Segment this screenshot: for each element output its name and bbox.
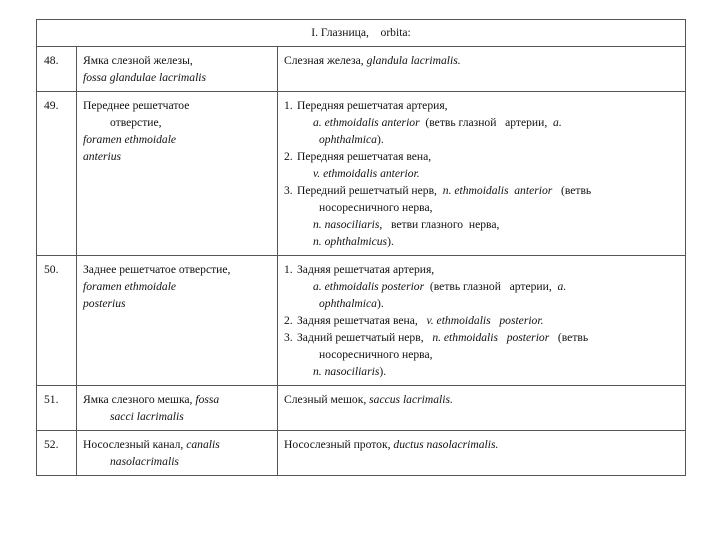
list-number: 2. bbox=[284, 314, 293, 327]
list-line bbox=[297, 278, 566, 295]
list-body bbox=[297, 97, 562, 148]
text-part: Передняя решетчатая артерия, bbox=[297, 99, 448, 112]
latin-term: a. ethmoidalis posterior bbox=[313, 280, 425, 293]
list-line bbox=[297, 131, 562, 148]
table-row bbox=[37, 256, 686, 386]
content-cell bbox=[278, 92, 686, 256]
structure-line: Ямка слезного мешка, fossa bbox=[83, 393, 220, 406]
structure-line: foramen ethmoidale bbox=[83, 280, 177, 293]
list-line bbox=[297, 346, 588, 363]
list-line bbox=[297, 114, 562, 131]
content-cell bbox=[278, 431, 686, 476]
structure-line: Ямка слезной железы, bbox=[83, 54, 193, 67]
structure-line: Носослезный канал, canalis bbox=[83, 438, 220, 451]
content-list bbox=[284, 97, 679, 250]
text-part: ). bbox=[376, 133, 384, 146]
content-russian: Слезный мешок, bbox=[284, 393, 367, 406]
content-line bbox=[284, 391, 679, 408]
content-line bbox=[284, 52, 679, 69]
text-part: ветви глазного нерва, bbox=[382, 218, 500, 231]
latin-term: ophthalmica bbox=[319, 133, 377, 146]
structure-cell bbox=[77, 256, 278, 386]
text-part: (ветвь глазной артерии, bbox=[419, 116, 554, 129]
list-body bbox=[297, 182, 591, 250]
row-number: 49. bbox=[37, 92, 77, 256]
content-cell bbox=[278, 386, 686, 431]
content-cell bbox=[278, 47, 686, 92]
list-body bbox=[297, 312, 543, 329]
text-part: ). bbox=[379, 365, 387, 378]
table-row bbox=[37, 92, 686, 256]
latin-term: v. ethmoidalis anterior. bbox=[313, 167, 420, 180]
list-line bbox=[297, 182, 591, 199]
table-row bbox=[37, 431, 686, 476]
list-body bbox=[297, 148, 431, 182]
text-part: носоресничного нерва, bbox=[319, 201, 433, 214]
structure-line: Переднее решетчатое bbox=[83, 99, 190, 112]
latin-term: a. bbox=[557, 280, 567, 293]
list-line bbox=[297, 233, 591, 250]
text-part: ). bbox=[387, 235, 394, 248]
list-line bbox=[297, 97, 562, 114]
orbita-table bbox=[36, 19, 686, 476]
list-line bbox=[297, 363, 588, 380]
content-latin: glandula lacrimalis. bbox=[366, 54, 461, 67]
text-part: (ветвь bbox=[552, 184, 592, 197]
latin-term: n. nasociliaris bbox=[313, 365, 380, 378]
structure-cell bbox=[77, 92, 278, 256]
latin-term: n. ophthalmicus bbox=[313, 235, 388, 248]
text-part: ). bbox=[376, 297, 384, 310]
structure-line: nasolacrimalis bbox=[110, 455, 179, 468]
content-line bbox=[284, 436, 679, 453]
table-title bbox=[37, 20, 686, 47]
text-part: Задний решетчатый нерв, bbox=[297, 331, 433, 344]
list-item bbox=[284, 261, 679, 312]
structure-line: fossa glandulae lacrimalis bbox=[83, 71, 207, 84]
list-line bbox=[297, 199, 591, 216]
text-part: Передняя решетчатая вена, bbox=[297, 150, 432, 163]
list-item bbox=[284, 312, 679, 329]
content-russian: Слезная железа, bbox=[284, 54, 364, 67]
list-line bbox=[297, 261, 566, 278]
structure-latin: canalis bbox=[186, 438, 220, 451]
list-line bbox=[297, 165, 431, 182]
table-row bbox=[37, 386, 686, 431]
list-line bbox=[297, 329, 588, 346]
list-number: 3. bbox=[284, 331, 293, 344]
structure-line: sacci lacrimalis bbox=[110, 410, 184, 423]
section-name: Глазница, bbox=[320, 26, 369, 39]
content-russian: Носослезный проток, bbox=[284, 438, 391, 451]
latin-term: v. ethmoidalis posterior. bbox=[426, 314, 544, 327]
list-body bbox=[297, 261, 566, 312]
list-item bbox=[284, 148, 679, 182]
list-number: 2. bbox=[284, 150, 293, 163]
text-part: Задняя решетчатая вена, bbox=[297, 314, 427, 327]
structure-line: foramen ethmoidale bbox=[83, 133, 177, 146]
list-item bbox=[284, 97, 679, 148]
text-part: Задняя решетчатая артерия, bbox=[297, 263, 435, 276]
structure-line: posterius bbox=[83, 297, 126, 310]
latin-term: n. ethmoidalis anterior bbox=[442, 184, 553, 197]
list-line bbox=[297, 216, 591, 233]
text-part: (ветвь глазной артерии, bbox=[424, 280, 558, 293]
structure-cell bbox=[77, 386, 278, 431]
list-item bbox=[284, 182, 679, 250]
structure-line: отверстие, bbox=[110, 116, 162, 129]
row-number: 51. bbox=[37, 386, 77, 431]
structure-cell bbox=[77, 431, 278, 476]
row-number: 50. bbox=[37, 256, 77, 386]
structure-line: Заднее решетчатое отверстие, bbox=[83, 263, 231, 276]
structure-line: anterius bbox=[83, 150, 122, 163]
latin-term: a. bbox=[553, 116, 562, 129]
content-list bbox=[284, 261, 679, 380]
list-number: 1. bbox=[284, 263, 293, 276]
list-body bbox=[297, 329, 588, 380]
list-line bbox=[297, 295, 566, 312]
list-number: 3. bbox=[284, 184, 293, 197]
latin-term: n. nasociliaris, bbox=[313, 218, 383, 231]
latin-term: a. ethmoidalis anterior bbox=[313, 116, 420, 129]
table-title-row bbox=[37, 20, 686, 47]
list-number: 1. bbox=[284, 99, 293, 112]
content-latin: saccus lacrimalis. bbox=[369, 393, 453, 406]
section-latin: orbita: bbox=[380, 26, 411, 39]
row-number: 48. bbox=[37, 47, 77, 92]
text-part: носоресничного нерва, bbox=[319, 348, 433, 361]
text-part: Передний решетчатый нерв, bbox=[297, 184, 443, 197]
latin-term: ophthalmica bbox=[319, 297, 377, 310]
section-number: I. bbox=[311, 26, 319, 39]
latin-term: n. ethmoidalis posterior bbox=[432, 331, 550, 344]
list-item bbox=[284, 329, 679, 380]
structure-latin: fossa bbox=[195, 393, 220, 406]
text-part: (ветвь bbox=[549, 331, 589, 344]
table-row bbox=[37, 47, 686, 92]
row-number: 52. bbox=[37, 431, 77, 476]
list-line bbox=[297, 148, 431, 165]
list-line bbox=[297, 312, 543, 329]
structure-cell bbox=[77, 47, 278, 92]
content-latin: ductus nasolacrimalis. bbox=[393, 438, 499, 451]
content-cell bbox=[278, 256, 686, 386]
